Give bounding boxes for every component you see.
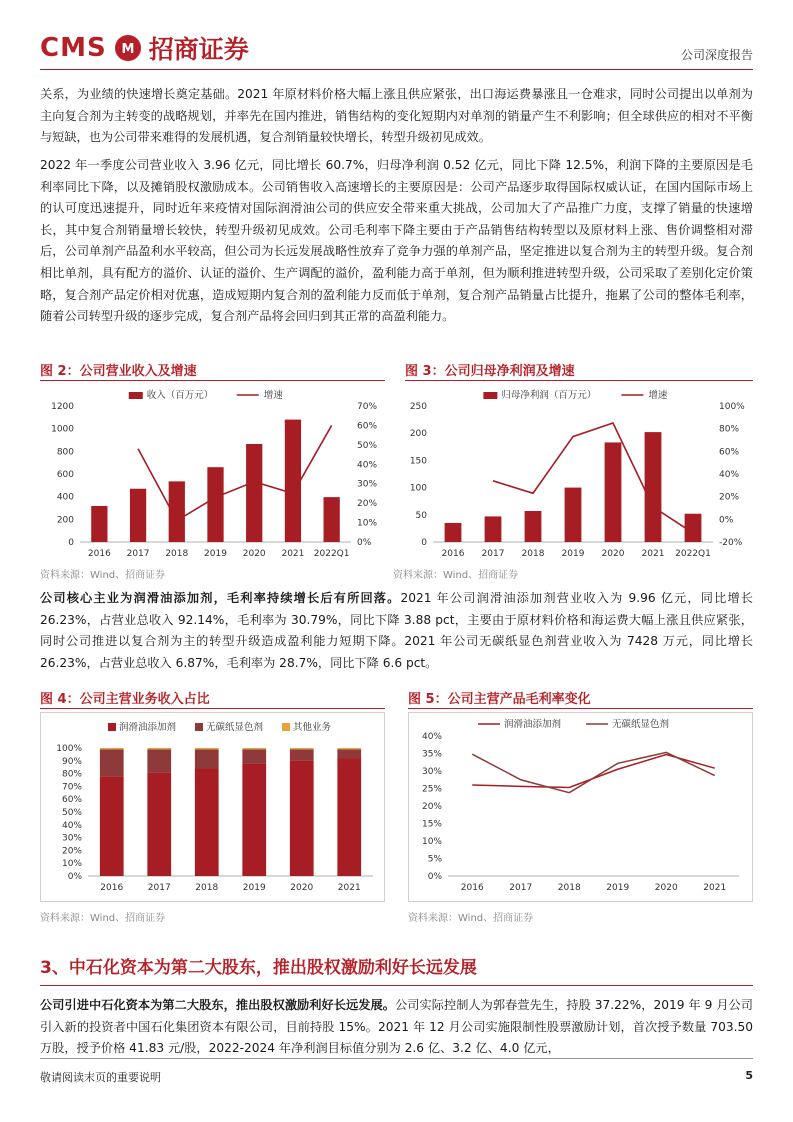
fig4-bar-segment <box>242 748 266 749</box>
fig5-xtick: 2017 <box>509 883 533 893</box>
fig4-ytick: 0% <box>67 872 82 882</box>
fig3-bar <box>485 516 502 542</box>
fig4-bar-segment <box>337 748 361 749</box>
fig4-bar-segment <box>195 748 219 749</box>
fig2-svg <box>40 384 385 564</box>
fig5-xtick: 2019 <box>606 883 630 893</box>
fig4-chart <box>40 712 385 902</box>
fig3-bar <box>445 523 462 542</box>
fig3-ytick-right: 60% <box>719 447 740 458</box>
paragraph-4-lead: 公司引进中石化资本为第二大股东，推出股权激励利好长远发展。 <box>40 998 395 1012</box>
fig2-ytick-left: 800 <box>56 447 74 458</box>
fig3-xtick: 2020 <box>601 549 625 559</box>
fig3-bar <box>605 442 622 542</box>
fig4-xtick: 2016 <box>100 883 124 893</box>
fig2-rule <box>40 380 385 381</box>
fig2-ytick-left: 400 <box>56 492 74 503</box>
fig5-legend-label: 无碳纸显色剂 <box>612 719 670 730</box>
fig5-legend-label: 润滑油添加剂 <box>504 719 562 730</box>
logo-emblem-icon <box>113 33 143 63</box>
fig2-ytick-left: 1200 <box>51 402 74 412</box>
fig4-bar-segment <box>242 749 266 763</box>
fig4-ytick: 80% <box>61 769 82 780</box>
fig4-svg <box>40 712 385 902</box>
fig4-bar-segment <box>242 763 266 876</box>
fig3-legend-bar-label: 归母净利润（百万元） <box>501 390 597 401</box>
fig3-growth-line <box>493 423 693 533</box>
fig2-bar <box>324 497 340 542</box>
fig4-legend-swatch <box>108 723 116 731</box>
fig4-ytick: 60% <box>61 795 82 806</box>
fig4-title: 图 4：公司主营业务收入占比 <box>40 692 210 707</box>
fig4-ytick: 100% <box>56 744 82 754</box>
fig2-bar <box>246 444 262 542</box>
fig3-chart <box>393 384 753 564</box>
fig3-rule <box>405 380 753 381</box>
fig5-series-line <box>472 755 715 788</box>
fig3-bar <box>645 432 662 542</box>
fig4-bar-segment <box>100 776 124 876</box>
fig2-ytick-right: 30% <box>357 479 378 490</box>
fig4-ytick: 70% <box>61 782 82 793</box>
fig4-ytick: 40% <box>61 820 82 831</box>
fig2-xtick: 2018 <box>165 549 189 559</box>
fig4-xtick: 2021 <box>337 883 361 893</box>
fig2-ytick-left: 1000 <box>51 424 74 435</box>
fig4-ytick: 30% <box>61 833 82 844</box>
fig4-bar-segment <box>290 749 314 760</box>
fig2-chart <box>40 384 385 564</box>
fig3-ytick-right: -20% <box>719 538 743 548</box>
fig4-bar-segment <box>100 749 124 776</box>
fig2-ytick-right: 0% <box>357 538 372 548</box>
fig2-bar <box>91 506 107 542</box>
fig2-ytick-left: 200 <box>56 515 74 526</box>
section-3-title: 3、中石化资本为第二大股东，推出股权激励利好长远发展 <box>40 958 477 978</box>
fig4-legend-swatch <box>282 723 290 731</box>
fig2-xtick: 2019 <box>204 549 227 559</box>
logo-latin: CMS <box>40 33 107 63</box>
fig3-ytick-left: 50 <box>415 510 427 521</box>
fig4-rule <box>40 708 385 709</box>
fig3-bar <box>685 514 702 542</box>
fig4-bar-segment <box>100 748 124 749</box>
fig2-legend-bar-label: 收入（百万元） <box>146 390 214 401</box>
paragraph-3-lead: 公司核心主业为润滑油添加剂，毛利率持续增长后有所回落。 <box>40 591 401 605</box>
fig2-title: 图 2：公司营业收入及增速 <box>40 364 197 379</box>
fig5-ytick: 20% <box>421 802 442 812</box>
fig4-xtick: 2017 <box>147 883 171 893</box>
fig3-legend-line-label: 增速 <box>648 390 668 401</box>
fig3-ytick-left: 200 <box>409 429 427 440</box>
fig4-bar-segment <box>147 749 171 772</box>
fig3-ytick-right: 0% <box>719 515 734 526</box>
fig2-legend-line-label: 增速 <box>263 390 283 401</box>
fig3-xtick: 2018 <box>521 549 545 559</box>
fig5-xtick: 2020 <box>654 883 678 893</box>
fig3-xtick: 2021 <box>641 549 665 559</box>
fig3-ytick-right: 80% <box>719 424 740 435</box>
fig3-bar <box>565 488 582 542</box>
fig2-xtick: 2021 <box>281 549 305 559</box>
fig5-ytick: 15% <box>421 819 442 830</box>
fig5-xtick: 2021 <box>703 883 727 893</box>
fig2-ytick-right: 60% <box>357 421 378 432</box>
fig2-bar <box>130 489 146 542</box>
fig4-bar-segment <box>337 749 361 758</box>
fig4-legend-label: 无碳纸显色剂 <box>206 722 264 733</box>
fig3-title: 图 3：公司归母净利润及增速 <box>405 364 575 379</box>
fig4-xtick: 2018 <box>195 883 219 893</box>
fig4-legend-label: 其他业务 <box>293 722 332 733</box>
fig3-svg <box>393 384 753 564</box>
fig3-ytick-right: 100% <box>719 402 745 412</box>
fig5-frame <box>409 713 753 902</box>
fig5-ytick: 10% <box>421 837 442 847</box>
page-header <box>40 22 753 70</box>
logo-chinese: 招商证券 <box>148 35 249 64</box>
fig5-ytick: 30% <box>421 767 442 777</box>
fig3-ytick-right: 40% <box>719 470 740 480</box>
fig4-bar-segment <box>195 768 219 876</box>
fig3-ytick-left: 0 <box>421 538 427 548</box>
fig4-legend-label: 润滑油添加剂 <box>119 722 177 733</box>
fig4-bar-segment <box>290 760 314 876</box>
fig4-ytick: 50% <box>61 808 82 818</box>
paragraph-3-body: 2021 年公司润滑油添加剂营业收入为 9.96 亿元，同比增长 26.23%，占营业总收入 92.14%，毛利率为 30.79%，同比下降 3.88 pct，主要由于原材料价格和海运费大幅上涨且供应紧张，同时公司推进以复合剂为主的转型升级造成盈利能力短期下降。2021 年公司无碳纸显色剂营业收入为 7428 万元，同比增长 26.23%，占营业总收入 6.87%，毛利率为 28.7%，同比下降 6.6 pct。 <box>40 591 753 670</box>
fig2-legend-bar-swatch <box>129 392 143 399</box>
fig4-ytick: 20% <box>61 846 82 857</box>
fig5-source: 资料来源：Wind、招商证券 <box>408 913 534 924</box>
fig5-ytick: 0% <box>427 872 442 882</box>
fig4-xtick: 2019 <box>242 883 266 893</box>
paragraph-2: 2022 年一季度公司营业收入 3.96 亿元，同比增长 60.7%，归母净利润 0.52 亿元，同比下降 12.5%，利润下降的主要原因是毛利率同比下降，以及摊销股权激励成本。公司销售收入高速增长的主要原因是：公司产品逐步取得国际权威认证，在国内国际市场上的认可度迅速提升，同时近年来疫情对国际润滑油公司的供应安全带来重大挑战，公司加大了产品推广力度，支撑了销量的快速增长，其中复合剂销量增长较快，转型升级初见成效。公司毛利率下降主要由于产品销售结构转型以及原材料上涨、售价调整相对滞后，公司单剂产品盈利水平较高，但公司为长远发展战略性放弃了竞争力强的单剂产品，坚定推进以复合剂为主的转型升级。复合剂相比单剂，具有配方的溢价、认证的溢价、生产调配的溢价，盈利能力高于单剂，但为顺利推进转型升级，公司采取了差别化定价策略，复合剂产品定价相对优惠，造成短期内复合剂的盈利能力反而低于单剂，复合剂产品销量占比提升，拖累了公司的整体毛利率，随着公司转型升级的逐步完成，复合剂产品将会回归到其正常的高盈利能力。 <box>40 158 753 324</box>
report-type: 公司深度报告 <box>680 48 753 62</box>
fig3-xtick: 2017 <box>481 549 505 559</box>
fig2-ytick-right: 40% <box>357 460 378 471</box>
fig3-bar <box>525 511 542 542</box>
fig4-bar-segment <box>290 748 314 749</box>
fig5-chart <box>408 712 753 902</box>
fig3-xtick: 2022Q1 <box>675 549 711 559</box>
fig4-bar-segment <box>147 748 171 749</box>
section-3-rule <box>40 985 753 986</box>
fig3-legend-bar-swatch <box>483 392 497 399</box>
fig5-ytick: 5% <box>427 854 442 865</box>
fig5-xtick: 2016 <box>460 883 484 893</box>
fig2-xtick: 2020 <box>242 549 266 559</box>
fig4-bar-segment <box>337 758 361 876</box>
paragraph-4 <box>40 995 753 1060</box>
fig2-ytick-right: 20% <box>357 499 378 510</box>
paragraph-4-body: 公司实际控制人为郭春萱先生，持股 37.22%，2019 年 9 月公司引入新的投资者中国石化集团资本有限公司，目前持股 15%。2021 年 12 月公司实施限制性股票激励计划，首次授予数量 703.50 万股，授予价格 41.83 元/股，2022-2024 年净利润目标值分别为 2.6 亿、3.2 亿、4.0 亿元， <box>40 998 753 1056</box>
fig2-ytick-left: 600 <box>56 470 74 480</box>
page-footer <box>40 1058 753 1098</box>
fig4-bar-segment <box>147 772 171 876</box>
fig4-legend-swatch <box>195 723 203 731</box>
fig3-ytick-left: 250 <box>409 402 427 412</box>
fig5-title: 图 5：公司主营产品毛利率变化 <box>408 692 591 707</box>
footer-note: 敬请阅读末页的重要说明 <box>40 1071 161 1084</box>
fig4-xtick: 2020 <box>290 883 314 893</box>
fig3-ytick-left: 100 <box>409 483 427 494</box>
fig2-xtick: 2022Q1 <box>313 549 350 559</box>
fig5-rule <box>408 708 753 709</box>
fig2-growth-line <box>138 425 332 520</box>
paragraph-1: 关系，为业绩的快速增长奠定基础。2021 年原材料价格大幅上涨且供应紧张，出口海运费暴涨且一仓难求，同时公司提出以单剂为主向复合剂为主转变的战略规划，并率先在国内推进，销售结构的变化短期内对单剂的销量产生不利影响；但全球供应的相对不平衡与短缺，也为公司带来难得的发展机遇，复合剂销量较快增长，转型升级初见成效。 <box>40 87 753 145</box>
fig2-bar <box>285 420 301 542</box>
fig3-source: 资料来源：Wind、招商证券 <box>393 570 519 581</box>
fig3-ytick-right: 20% <box>719 492 740 503</box>
fig5-ytick: 25% <box>421 784 442 795</box>
fig3-ytick-left: 150 <box>409 456 427 467</box>
fig2-ytick-right: 10% <box>357 518 378 529</box>
fig3-xtick: 2019 <box>561 549 585 559</box>
company-logo <box>40 30 249 66</box>
fig2-bar <box>207 467 223 542</box>
fig4-ytick: 10% <box>61 859 82 870</box>
fig2-source: 资料来源：Wind、招商证券 <box>40 570 166 581</box>
fig4-ytick: 90% <box>61 756 82 767</box>
fig2-ytick-left: 0 <box>68 538 74 548</box>
fig3-xtick: 2016 <box>441 549 465 559</box>
fig5-svg <box>408 712 753 902</box>
fig4-bar-segment <box>195 749 219 768</box>
fig2-xtick: 2016 <box>87 549 111 559</box>
fig2-ytick-right: 50% <box>357 440 378 451</box>
fig5-ytick: 35% <box>421 749 442 760</box>
fig5-xtick: 2018 <box>557 883 581 893</box>
svg-text:M: M <box>121 42 135 57</box>
fig5-ytick: 40% <box>421 732 442 742</box>
page-number: 5 <box>745 1069 753 1082</box>
fig4-source: 资料来源：Wind、招商证券 <box>40 913 166 924</box>
paragraph-3 <box>40 588 753 674</box>
fig2-ytick-right: 70% <box>357 402 378 412</box>
fig2-xtick: 2017 <box>126 549 150 559</box>
